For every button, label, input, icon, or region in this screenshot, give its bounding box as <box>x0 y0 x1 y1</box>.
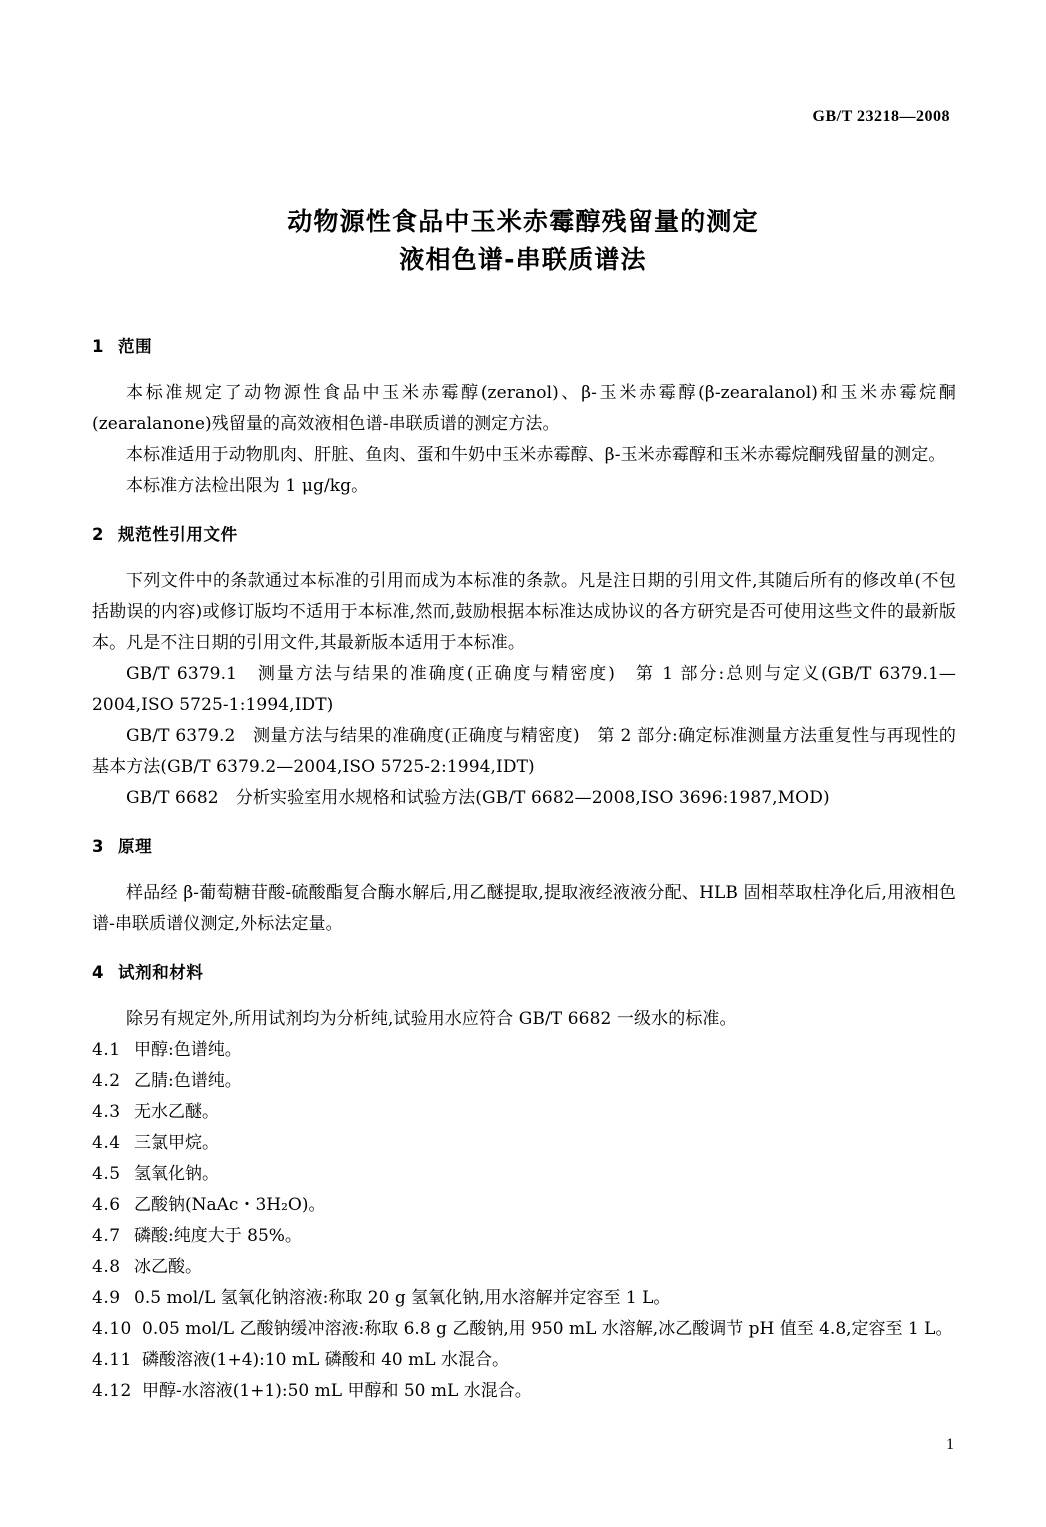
reagent-item-number: 4.7 <box>92 1226 121 1246</box>
reagent-item-number: 4.4 <box>92 1133 121 1153</box>
reagent-item <box>92 1221 956 1252</box>
reagent-item-text: 0.05 mol/L 乙酸钠缓冲溶液:称取 6.8 g 乙酸钠,用 950 mL 水溶解,冰乙酸调节 pH 值至 4.8,定容至 1 L。 <box>142 1319 953 1339</box>
reagent-item-number: 4.9 <box>92 1288 121 1308</box>
reagent-item-number: 4.8 <box>92 1257 121 1277</box>
section-heading-4 <box>92 960 956 986</box>
section-number-4: 4 <box>92 963 105 982</box>
reagent-item <box>92 1252 956 1283</box>
page-number: 1 <box>946 1436 954 1453</box>
reagent-item <box>92 1190 956 1221</box>
normative-reference-1: GB/T 6379.1 测量方法与结果的准确度(正确度与精密度) 第 1 部分:总则与定义(GB/T 6379.1—2004,ISO 5725-1:1994,IDT) <box>92 664 956 715</box>
running-header-standard-code: GB/T 23218—2008 <box>812 108 950 125</box>
section-number-3: 3 <box>92 837 105 856</box>
document-title-line-2: 液相色谱-串联质谱法 <box>399 245 647 274</box>
reagent-item-text: 0.5 mol/L 氢氧化钠溶液:称取 20 g 氢氧化钠,用水溶解并定容至 1 L。 <box>134 1288 671 1308</box>
reagent-item-number: 4.1 <box>92 1040 121 1060</box>
reagent-item-number: 4.3 <box>92 1102 121 1122</box>
document-title-line-1: 动物源性食品中玉米赤霉醇残留量的测定 <box>287 207 759 236</box>
reagent-item-number: 4.10 <box>92 1319 132 1339</box>
document-title-block <box>92 203 954 279</box>
reagent-item <box>92 1283 956 1314</box>
reagent-item <box>92 1128 956 1159</box>
reagent-item-text: 氢氧化钠。 <box>134 1164 219 1184</box>
document-body <box>92 334 956 1407</box>
section-title-4: 试剂和材料 <box>118 963 204 982</box>
reagent-item <box>92 1035 956 1066</box>
section-1-paragraph-3: 本标准方法检出限为 1 μg/kg。 <box>126 476 369 496</box>
reagent-item-number: 4.11 <box>92 1350 132 1370</box>
normative-reference-3: GB/T 6682 分析实验室用水规格和试验方法(GB/T 6682—2008,ISO 3696:1987,MOD) <box>126 788 830 808</box>
reagent-item-text: 冰乙酸。 <box>134 1257 202 1277</box>
reagent-item <box>92 1314 956 1345</box>
reagent-item <box>92 1097 956 1128</box>
section-title-1: 范围 <box>118 337 153 356</box>
section-heading-1 <box>92 334 956 360</box>
reagent-item-text: 乙腈:色谱纯。 <box>134 1071 242 1091</box>
section-heading-2 <box>92 522 956 548</box>
reagent-item-text: 乙酸钠(NaAc・3H₂O)。 <box>134 1195 326 1215</box>
section-1-paragraph-2: 本标准适用于动物肌肉、肝脏、鱼肉、蛋和牛奶中玉米赤霉醇、β-玉米赤霉醇和玉米赤霉烷酮残留量的测定。 <box>126 445 946 465</box>
reagent-item-number: 4.2 <box>92 1071 121 1091</box>
reagent-item-number: 4.12 <box>92 1381 132 1401</box>
section-title-3: 原理 <box>118 837 153 856</box>
reagent-item-text: 无水乙醚。 <box>134 1102 219 1122</box>
reagent-item <box>92 1066 956 1097</box>
reagent-item-text: 磷酸溶液(1+4):10 mL 磷酸和 40 mL 水混合。 <box>142 1350 509 1370</box>
section-title-2: 规范性引用文件 <box>118 525 238 544</box>
reagent-item-number: 4.6 <box>92 1195 121 1215</box>
section-1-paragraph-1: 本标准规定了动物源性食品中玉米赤霉醇(zeranol)、β-玉米赤霉醇(β-zearalanol)和玉米赤霉烷酮(zearalanone)残留量的高效液相色谱-串联质谱的测定方法。 <box>92 383 956 434</box>
reagent-item <box>92 1159 956 1190</box>
reagent-item-text: 甲醇-水溶液(1+1):50 mL 甲醇和 50 mL 水混合。 <box>142 1381 532 1401</box>
reagent-item-text: 三氯甲烷。 <box>134 1133 219 1153</box>
reagent-item <box>92 1345 956 1376</box>
reagent-item <box>92 1376 956 1407</box>
section-3-paragraph-1: 样品经 β-葡萄糖苷酸-硫酸酯复合酶水解后,用乙醚提取,提取液经液液分配、HLB 固相萃取柱净化后,用液相色谱-串联质谱仪测定,外标法定量。 <box>92 883 956 934</box>
section-4-paragraph-1: 除另有规定外,所用试剂均为分析纯,试验用水应符合 GB/T 6682 一级水的标准。 <box>126 1009 737 1029</box>
reagent-item-number: 4.5 <box>92 1164 121 1184</box>
reagent-list <box>92 1035 956 1407</box>
section-number-2: 2 <box>92 525 105 544</box>
reagent-item-text: 磷酸:纯度大于 85%。 <box>134 1226 302 1246</box>
reagent-item-text: 甲醇:色谱纯。 <box>134 1040 242 1060</box>
section-2-paragraph-1: 下列文件中的条款通过本标准的引用而成为本标准的条款。凡是注日期的引用文件,其随后所有的修改单(不包括勘误的内容)或修订版均不适用于本标准,然而,鼓励根据本标准达成协议的各方研究是否可使用这些文件的最新版本。凡是不注日期的引用文件,其最新版本适用于本标准。 <box>92 571 956 653</box>
normative-reference-2: GB/T 6379.2 测量方法与结果的准确度(正确度与精密度) 第 2 部分:确定标准测量方法重复性与再现性的基本方法(GB/T 6379.2—2004,ISO 5725-2:1994,IDT) <box>92 726 956 777</box>
section-number-1: 1 <box>92 337 105 356</box>
section-heading-3 <box>92 834 956 860</box>
